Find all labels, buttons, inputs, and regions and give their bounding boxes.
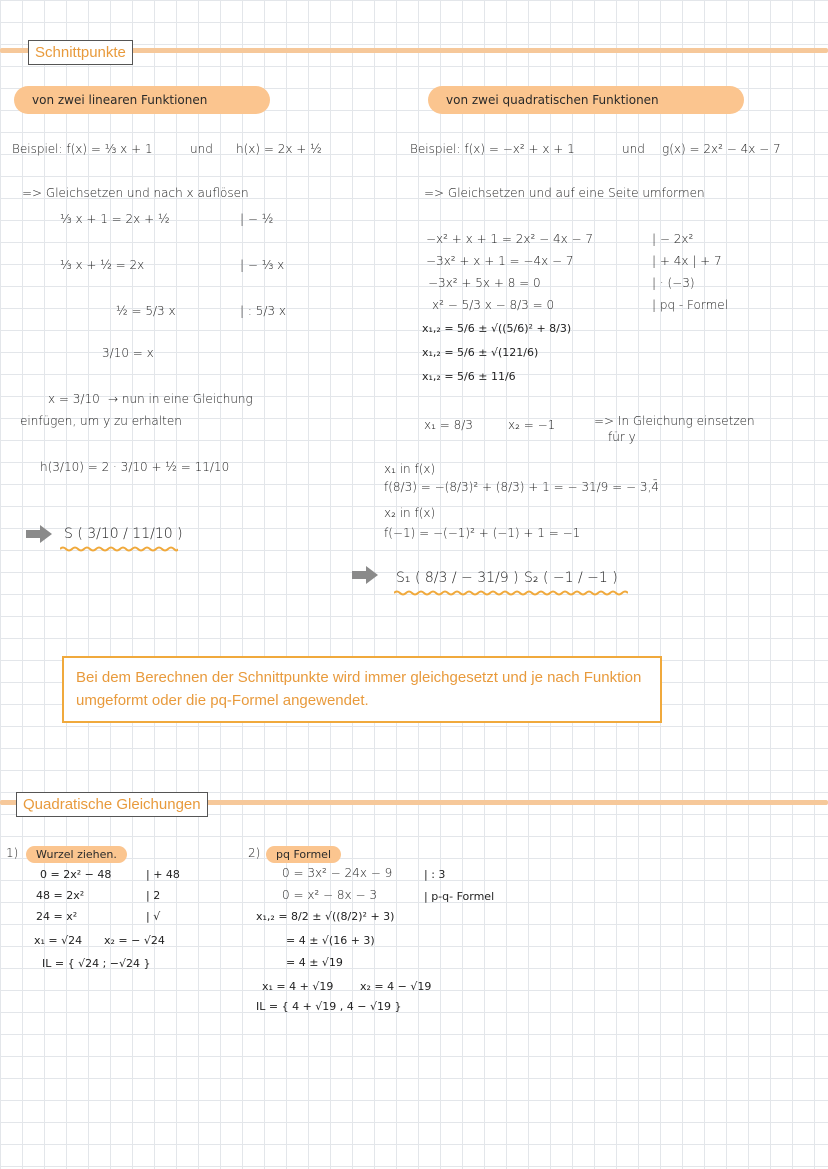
method2-line-6b: x₂ = 4 − √19 <box>360 980 432 993</box>
method2-solution: IL = { 4 + √19 , 4 − √19 } <box>256 1000 402 1013</box>
method2-line-2: 0 = x² − 8x − 3 <box>282 888 377 902</box>
summary-line-2: umgeformt oder die pq-Formel angewendet. <box>76 692 369 710</box>
right-eq-5: x₁,₂ = 5/6 ± √((5/6)² + 8/3) <box>422 322 572 335</box>
left-op-1: | − ½ <box>240 212 274 226</box>
left-und: und <box>190 142 213 156</box>
right-arrow-icon <box>352 566 378 584</box>
left-eq-2: ⅓ x + ½ = 2x <box>60 258 145 272</box>
method1-op-2: | 2 <box>146 889 161 902</box>
left-op-2: | − ⅓ x <box>240 258 285 272</box>
right-und: und <box>622 142 645 156</box>
left-x-value: x = 3/10 <box>48 392 100 406</box>
summary-box <box>62 656 662 723</box>
method2-line-5: = 4 ± √19 <box>286 956 343 969</box>
left-hx: h(x) = 2x + ½ <box>236 142 322 156</box>
right-x1: x₁ = 8/3 <box>424 418 473 432</box>
method2-number: 2) <box>248 846 261 860</box>
right-eq-3: −3x² + 5x + 8 = 0 <box>428 276 541 290</box>
method2-line-6a: x₁ = 4 + √19 <box>262 980 334 993</box>
left-step-intro: => Gleichsetzen und nach x auflösen <box>22 186 249 200</box>
right-f-x2: f(−1) = −(−1)² + (−1) + 1 = −1 <box>384 526 581 540</box>
method1-solution: IL = { √24 ; −√24 } <box>42 957 151 970</box>
left-einfuegen: einfügen, um y zu erhalten <box>20 414 182 428</box>
method2-op-1: | : 3 <box>424 868 446 881</box>
left-result: S ( 3/10 / 11/10 ) <box>64 526 183 542</box>
right-op-2: | + 4x | + 7 <box>652 254 722 268</box>
wavy-underline <box>60 546 178 552</box>
method2-line-4: = 4 ± √(16 + 3) <box>286 934 375 947</box>
summary-line-1: Bei dem Berechnen der Schnittpunkte wird immer gleichgesetzt und je nach Funktion <box>76 669 642 686</box>
right-gx: g(x) = 2x² − 4x − 7 <box>662 142 781 156</box>
method2-line-1: 0 = 3x² − 24x − 9 <box>282 866 393 880</box>
right-example: Beispiel: f(x) = −x² + x + 1 <box>410 142 575 156</box>
method1-line-4b: x₂ = − √24 <box>104 934 165 947</box>
pill-quadratic: von zwei quadratischen Funktionen <box>428 86 744 114</box>
method2-line-3: x₁,₂ = 8/2 ± √((8/2)² + 3) <box>256 910 395 923</box>
method1-line-4a: x₁ = √24 <box>34 934 83 947</box>
right-op-1: | − 2x² <box>652 232 694 246</box>
right-insert-note2: für y <box>608 430 636 444</box>
right-arrow-icon <box>26 525 52 543</box>
right-result-s1: S₁ ( 8/3 / − 31/9 ) <box>396 570 519 586</box>
pill-linear: von zwei linearen Funktionen <box>14 86 270 114</box>
right-result-s2: S₂ ( −1 / −1 ) <box>524 570 618 586</box>
section-title-schnittpunkte: Schnittpunkte <box>28 40 133 65</box>
method2-label: pq Formel <box>266 846 341 863</box>
right-eq-4: x² − 5/3 x − 8/3 = 0 <box>432 298 555 312</box>
left-eq-3: ½ = 5/3 x <box>116 304 176 318</box>
right-step-intro: => Gleichsetzen und auf eine Seite umformen <box>424 186 705 200</box>
right-x1-in: x₁ in f(x) <box>384 462 436 476</box>
method1-op-1: | + 48 <box>146 868 180 881</box>
method2-op-2: | p-q- Formel <box>424 890 495 903</box>
method1-line-1: 0 = 2x² − 48 <box>40 868 112 881</box>
method1-label: Wurzel ziehen. <box>26 846 127 863</box>
left-eq-4: 3/10 = x <box>102 346 154 360</box>
section-title-quadratische: Quadratische Gleichungen <box>16 792 208 817</box>
right-x2-in: x₂ in f(x) <box>384 506 436 520</box>
right-f-x1: f(8/3) = −(8/3)² + (8/3) + 1 = − 31/9 = − 3,4̄ <box>384 480 659 494</box>
right-insert-note: => In Gleichung einsetzen <box>594 414 755 428</box>
right-eq-1: −x² + x + 1 = 2x² − 4x − 7 <box>426 232 594 246</box>
method1-line-3: 24 = x² <box>36 910 78 923</box>
left-arrow-text: → nun in eine Gleichung <box>108 392 253 406</box>
right-eq-6: x₁,₂ = 5/6 ± √(121/6) <box>422 346 539 359</box>
method1-number: 1) <box>6 846 19 860</box>
method1-line-2: 48 = 2x² <box>36 889 85 902</box>
right-x2: x₂ = −1 <box>508 418 556 432</box>
left-example: Beispiel: f(x) = ⅓ x + 1 <box>12 142 153 156</box>
right-op-3: | · (−3) <box>652 276 695 290</box>
left-eq-1: ⅓ x + 1 = 2x + ½ <box>60 212 170 226</box>
left-h-calc: h(3/10) = 2 · 3/10 + ½ = 11/10 <box>40 460 230 474</box>
right-eq-2: −3x² + x + 1 = −4x − 7 <box>426 254 574 268</box>
right-eq-7: x₁,₂ = 5/6 ± 11/6 <box>422 370 516 383</box>
right-op-4: | pq - Formel <box>652 298 728 312</box>
wavy-underline <box>394 590 628 596</box>
method1-op-3: | √ <box>146 910 161 923</box>
left-op-3: | : 5/3 x <box>240 304 286 318</box>
